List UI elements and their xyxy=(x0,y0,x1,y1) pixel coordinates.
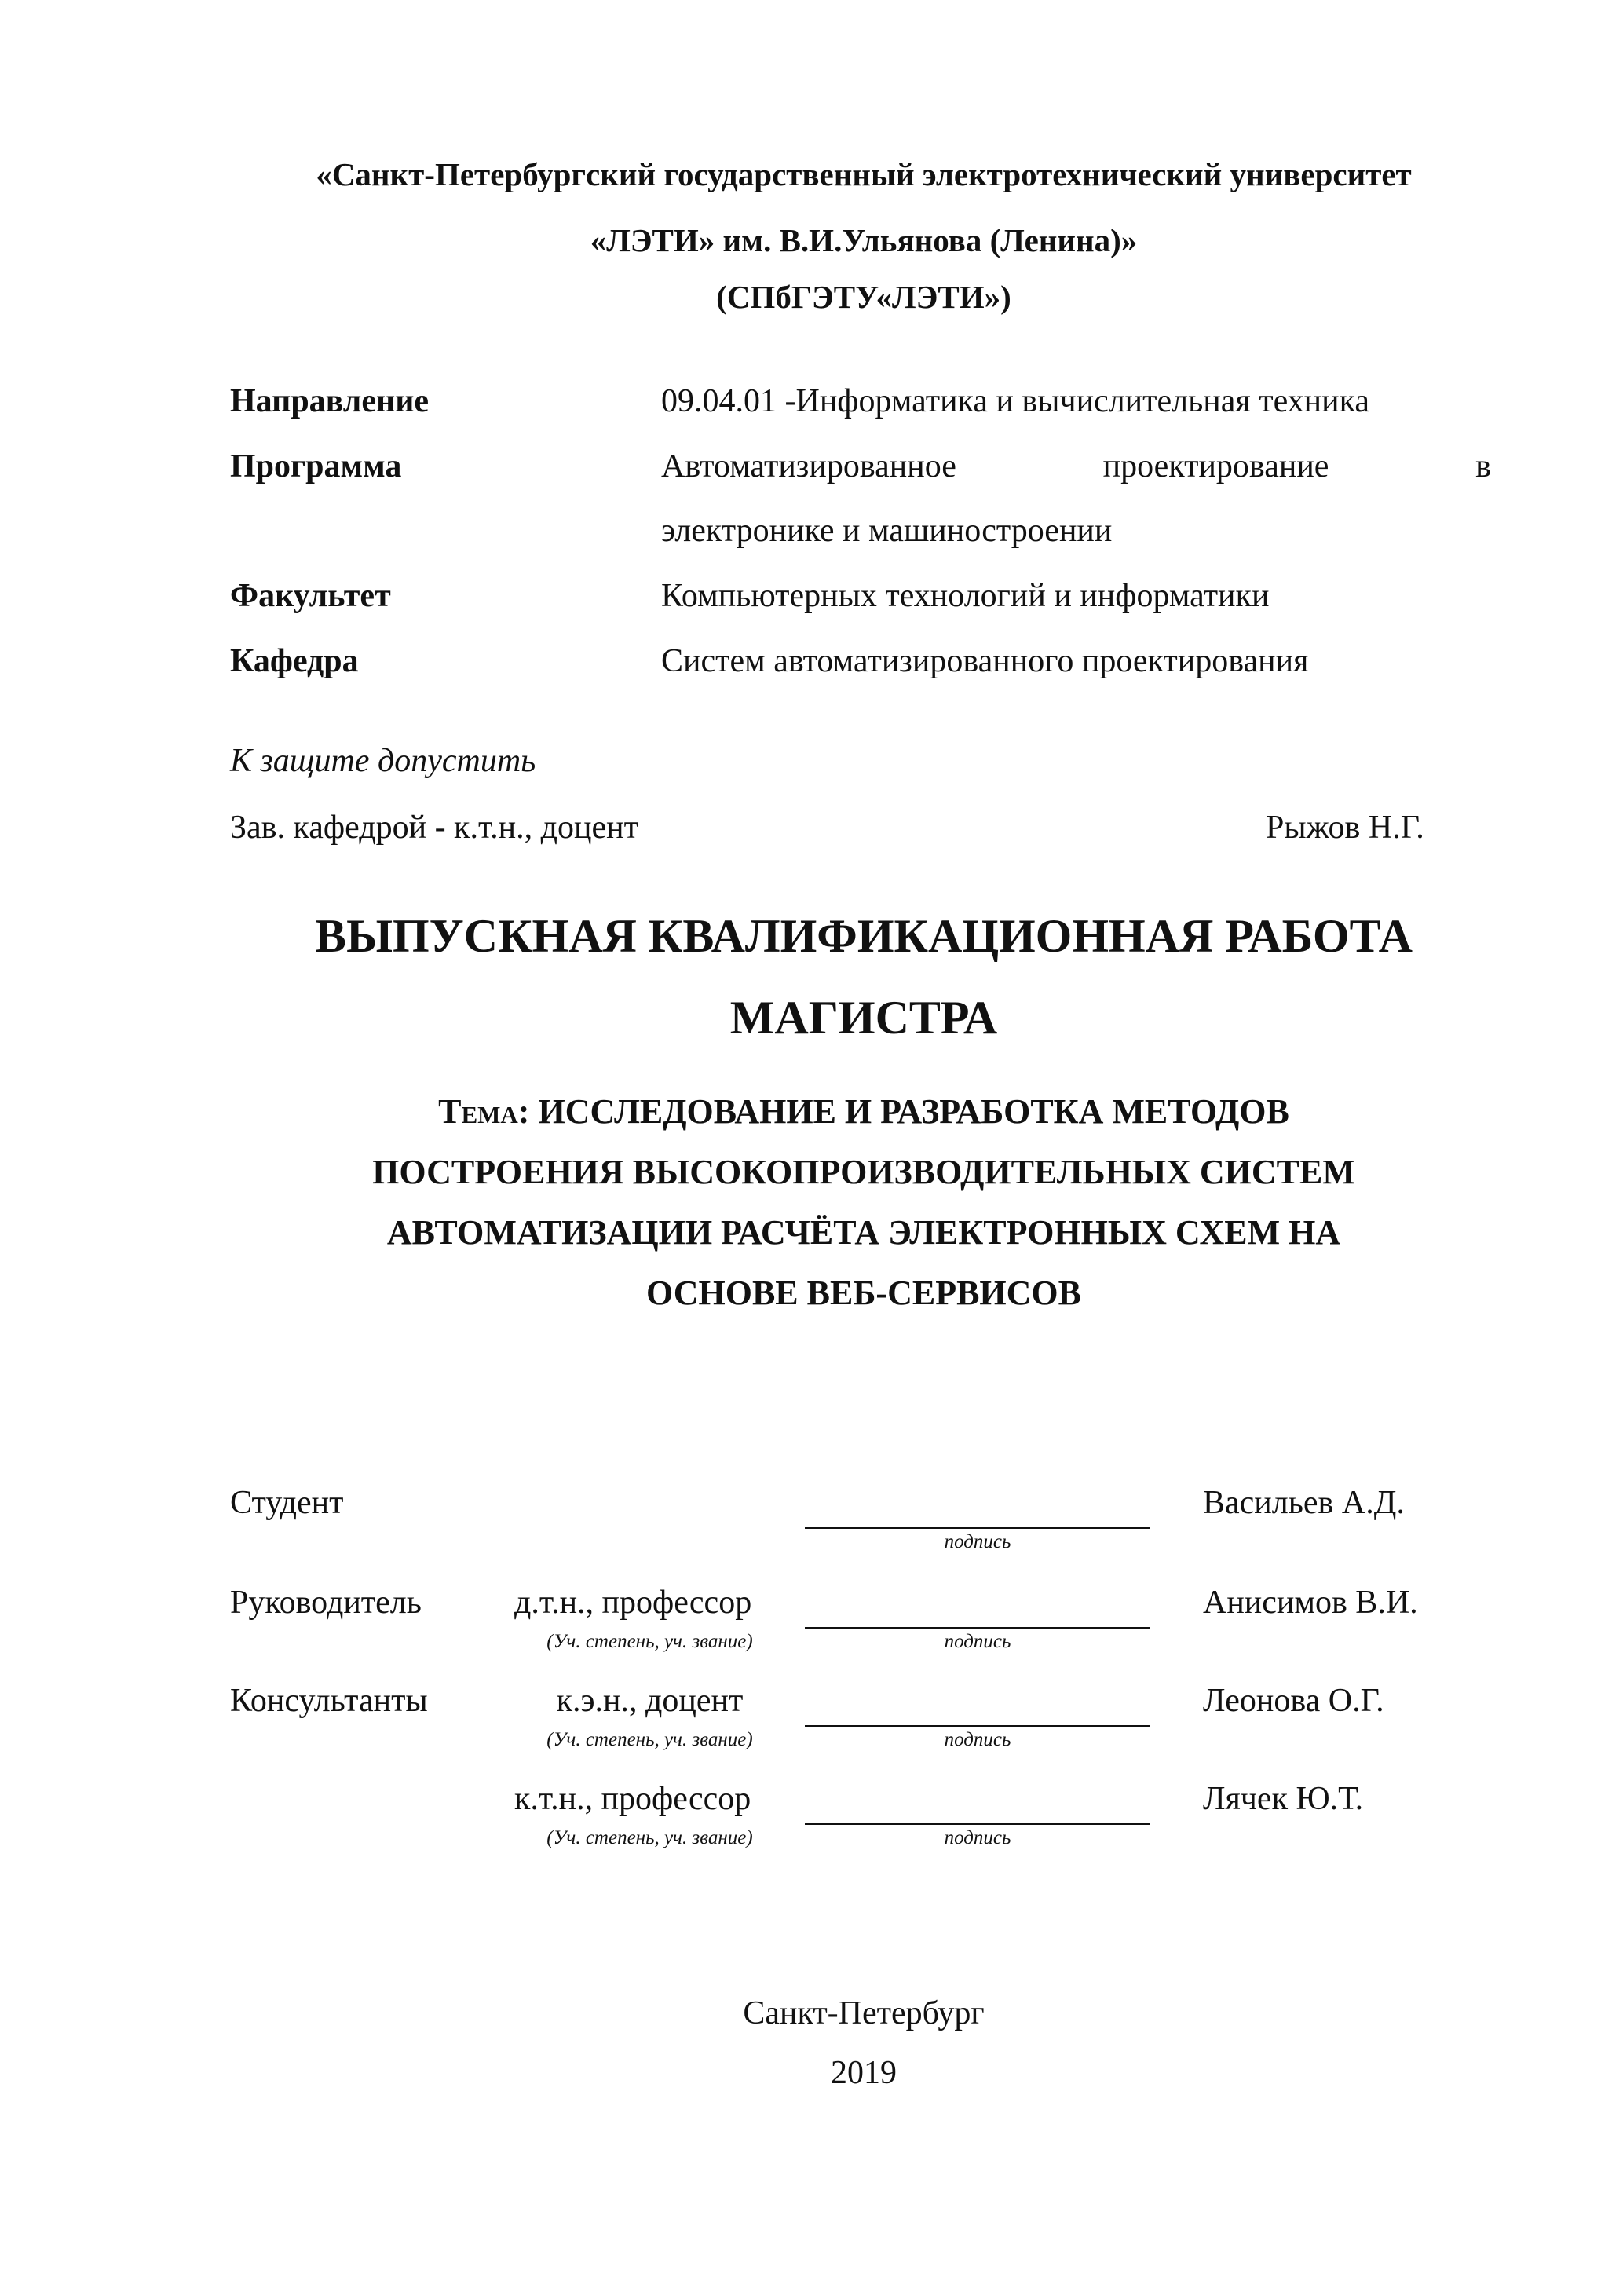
faculty-label: Факультет xyxy=(230,578,391,614)
topic-line4: ОСНОВЕ ВЕБ-СЕРВИСОВ xyxy=(645,1274,1082,1312)
direction-value: 09.04.01 -Информатика и вычислительная техника xyxy=(661,383,1370,419)
consultants-role: Консультанты xyxy=(230,1683,428,1719)
university-abbreviation: (СПбГЭТУ«ЛЭТИ») xyxy=(716,279,1011,315)
head-of-department-name: Рыжов Н.Г. xyxy=(1266,810,1424,846)
program-value-line2: электронике и машиностроении xyxy=(661,513,1113,549)
consultant1-name: Леонова О.Г. xyxy=(1203,1683,1384,1719)
program-word-1: Автоматизированное xyxy=(661,448,956,484)
direction-label: Направление xyxy=(230,383,430,419)
consultant1-degree-caption: (Уч. степень, уч. звание) xyxy=(546,1729,753,1750)
admit-to-defense: К защите допустить xyxy=(230,743,536,779)
topic-line2: ПОСТРОЕНИЯ ВЫСОКОПРОИЗВОДИТЕЛЬНЫХ СИСТЕМ xyxy=(372,1153,1355,1191)
university-name-line1: «Санкт-Петербургский государственный электротехнический университет xyxy=(316,156,1412,192)
year: 2019 xyxy=(831,2055,897,2091)
topic-line1 xyxy=(0,1091,1623,1132)
department-value: Систем автоматизированного проектирования xyxy=(661,643,1309,679)
consultant2-signature-line xyxy=(805,1823,1150,1825)
faculty-value: Компьютерных технологий и информатики xyxy=(661,578,1270,614)
thesis-title-line1: ВЫПУСКНАЯ КВАЛИФИКАЦИОННАЯ РАБОТА xyxy=(315,910,1413,962)
supervisor-signature-caption: подпись xyxy=(944,1631,1011,1652)
student-name: Васильев А.Д. xyxy=(1203,1485,1405,1521)
supervisor-degree: д.т.н., профессор xyxy=(514,1585,752,1621)
supervisor-signature-line xyxy=(805,1627,1150,1629)
consultant2-signature-caption: подпись xyxy=(944,1827,1011,1848)
student-role: Студент xyxy=(230,1485,344,1521)
department-label: Кафедра xyxy=(230,643,359,679)
thesis-title-line2: МАГИСТРА xyxy=(729,992,998,1044)
supervisor-degree-caption: (Уч. степень, уч. звание) xyxy=(546,1631,753,1652)
consultant2-degree-caption: (Уч. степень, уч. звание) xyxy=(546,1827,753,1848)
consultant2-degree: к.т.н., профессор xyxy=(514,1781,751,1817)
supervisor-role: Руководитель xyxy=(230,1585,422,1621)
program-label: Программа xyxy=(230,448,402,484)
supervisor-name: Анисимов В.И. xyxy=(1203,1585,1418,1621)
consultant1-signature-line xyxy=(805,1725,1150,1727)
consultant1-degree: к.э.н., доцент xyxy=(556,1683,744,1719)
consultant1-signature-caption: подпись xyxy=(944,1729,1011,1750)
program-word-3: в xyxy=(1475,448,1491,484)
city: Санкт-Петербург xyxy=(743,1995,985,2031)
program-value-line1 xyxy=(661,448,1491,485)
student-signature-line xyxy=(805,1527,1150,1529)
consultant2-name: Лячек Ю.Т. xyxy=(1203,1781,1364,1817)
student-signature-caption: подпись xyxy=(944,1531,1011,1552)
head-of-department-title: Зав. кафедрой - к.т.н., доцент xyxy=(230,810,638,846)
topic-line1-text: ИССЛЕДОВАНИЕ И РАЗРАБОТКА МЕТОДОВ xyxy=(538,1092,1289,1131)
university-name-line2: «ЛЭТИ» им. В.И.Ульянова (Ленина)» xyxy=(590,222,1138,258)
topic-prefix: Тема: xyxy=(438,1092,530,1131)
program-word-2: проектирование xyxy=(1102,448,1329,484)
topic-line3: АВТОМАТИЗАЦИИ РАСЧЁТА ЭЛЕКТРОННЫХ СХЕМ НА xyxy=(386,1213,1341,1252)
